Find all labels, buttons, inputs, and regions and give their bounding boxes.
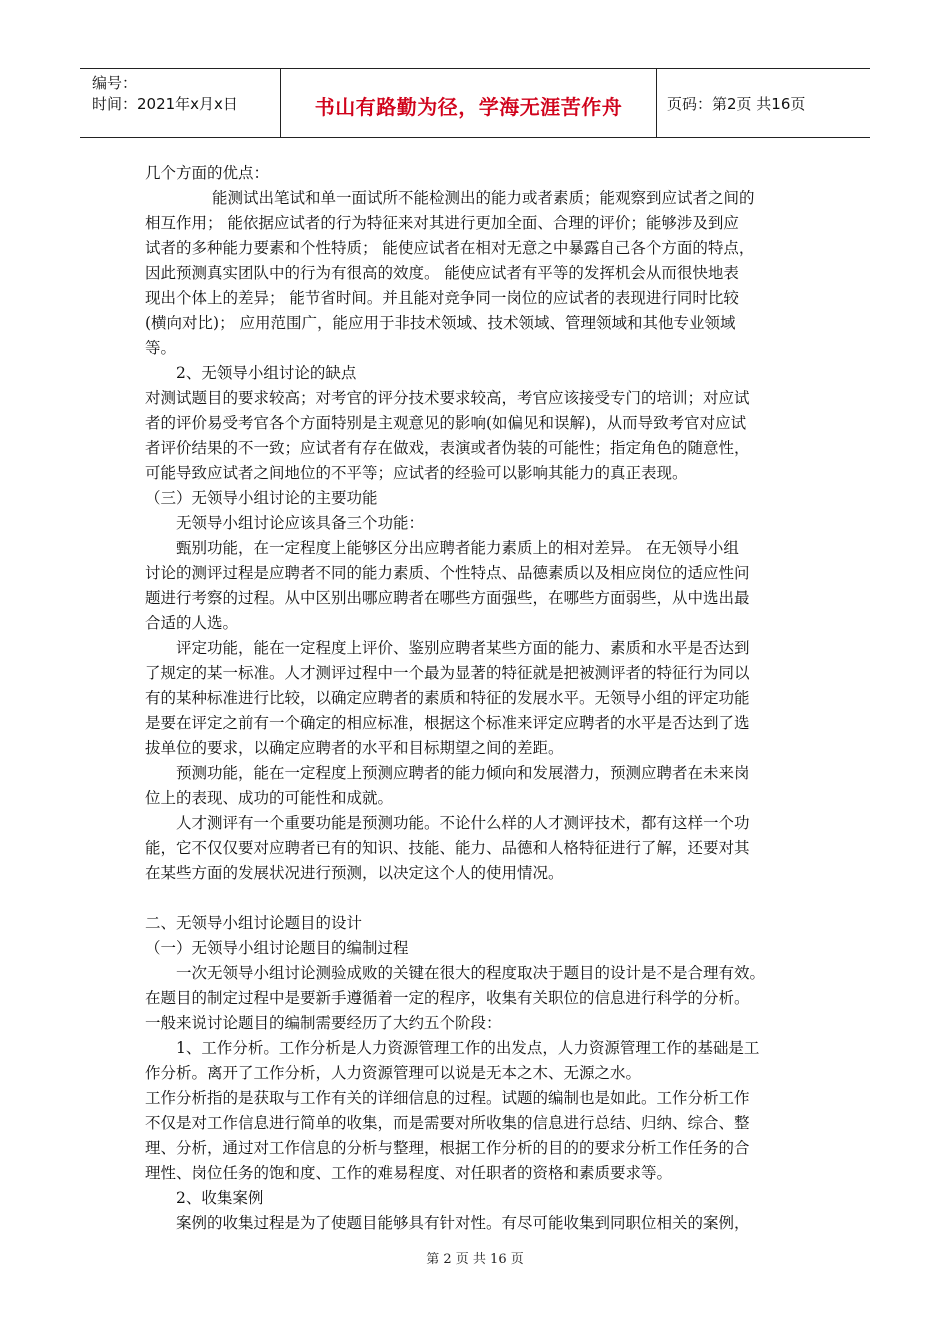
page-footer: 第 2 页 共 16 页 — [426, 1252, 524, 1267]
text-line: 者评价结果的不一致；应试者有存在做戏，表演或者伪装的可能性；指定角色的随意性， — [145, 439, 750, 457]
document-code-label: 编号： — [92, 74, 138, 92]
text-line: 在某些方面的发展状况进行预测，以决定这个人的使用情况。 — [145, 864, 564, 882]
text-line: 现出个体上的差异； 能节省时间。并且能对竞争同一岗位的应试者的表现进行同时比较 — [145, 289, 739, 307]
text-line: 理性、岗位任务的饱和度、工作的难易程度、对任职者的资格和素质要求等。 — [145, 1164, 673, 1182]
text-line: 位上的表现、成功的可能性和成就。 — [145, 789, 394, 807]
text-line: 合适的人选。 — [145, 614, 239, 632]
text-line: 几个方面的优点： — [145, 164, 270, 182]
header-meta-cell — [80, 69, 281, 137]
text-line: 能，它不仅仅要对应聘者已有的知识、技能、能力、品德和人格特征进行了解，还要对其 — [145, 839, 750, 857]
text-line: 人才测评有一个重要功能是预测功能。不论什么样的人才测评技术，都有这样一个功 — [176, 814, 750, 832]
text-line: 者的评价易受考官各个方面特别是主观意见的影响(如偏见和误解)，从而导致考官对应试 — [145, 414, 747, 432]
section-heading: （一）无领导小组讨论题目的编制过程 — [145, 939, 409, 957]
section-heading: 2、无领导小组讨论的缺点 — [176, 364, 357, 382]
text-line: 拔单位的要求，以确定应聘者的水平和目标期望之间的差距。 — [145, 739, 564, 757]
text-line: 相互作用； 能依据应试者的行为特征来对其进行更加全面、合理的评价；能够涉及到应 — [145, 214, 739, 232]
text-line: 能测试出笔试和单一面试所不能检测出的能力或者素质；能观察到应试者之间的 — [212, 189, 755, 207]
page-header — [80, 68, 870, 138]
text-line: 甄别功能，在一定程度上能够区分出应聘者能力素质上的相对差异。 在无领导小组 — [176, 539, 739, 557]
header-motto-cell — [281, 69, 657, 137]
text-line: 工作分析指的是获取与工作有关的详细信息的过程。试题的编制也是如此。工作分析工作 — [145, 1089, 750, 1107]
header-page-cell — [657, 69, 870, 137]
section-heading: （三）无领导小组讨论的主要功能 — [145, 489, 378, 507]
text-line: 一般来说讨论题目的编制需要经历了大约五个阶段： — [145, 1014, 502, 1032]
text-line: 评定功能，能在一定程度上评价、鉴别应聘者某些方面的能力、素质和水平是否达到 — [176, 639, 750, 657]
text-line: 等。 — [145, 339, 177, 357]
text-line: 预测功能，能在一定程度上预测应聘者的能力倾向和发展潜力，预测应聘者在未来岗 — [176, 764, 750, 782]
text-line: 因此预测真实团队中的行为有很高的效度。 能使应试者有平等的发挥机会从而很快地表 — [145, 264, 739, 282]
text-line: 不仅是对工作信息进行简单的收集，而是需要对所收集的信息进行总结、归纳、综合、整 — [145, 1114, 750, 1132]
text-line: 1、工作分析。工作分析是人力资源管理工作的出发点，人力资源管理工作的基础是工 — [176, 1039, 760, 1057]
document-time-label: 时间：2021年x月x日 — [92, 95, 238, 113]
text-line: 在题目的制定过程中是要新手遵循着一定的程序，收集有关职位的信息进行科学的分析。 — [145, 989, 750, 1007]
text-line: 讨论的测评过程是应聘者不同的能力素质、个性特点、品德素质以及相应岗位的适应性问 — [145, 564, 750, 582]
section-heading: 二、无领导小组讨论题目的设计 — [145, 914, 363, 932]
text-line: 了规定的某一标准。人才测评过程中一个最为显著的特征就是把被测评者的特征行为同以 — [145, 664, 750, 682]
text-line: 可能导致应试者之间地位的不平等；应试者的经验可以影响其能力的真正表现。 — [145, 464, 688, 482]
section-heading: 2、收集案例 — [176, 1189, 264, 1207]
text-line: 无领导小组讨论应该具备三个功能： — [176, 514, 425, 532]
text-line: 是要在评定之前有一个确定的相应标准，根据这个标准来评定应聘者的水平是否达到了选 — [145, 714, 750, 732]
text-line: 有的某种标准进行比较，以确定应聘者的素质和特征的发展水平。无领导小组的评定功能 — [145, 689, 750, 707]
text-line: 理、分析，通过对工作信息的分析与整理，根据工作分析的目的的要求分析工作任务的合 — [145, 1139, 750, 1157]
text-line: 对测试题目的要求较高；对考官的评分技术要求较高，考官应该接受专门的培训；对应试 — [145, 389, 750, 407]
text-line: 作分析。离开了工作分析，人力资源管理可以说是无本之木、无源之水。 — [145, 1064, 642, 1082]
header-motto: 书山有路勤为径，学海无涯苦作舟 — [314, 95, 623, 119]
header-page-info: 页码：第2页 共16页 — [667, 95, 806, 113]
text-line: 一次无领导小组讨论测验成败的关键在很大的程度取决于题目的设计是不是合理有效。 — [176, 964, 766, 982]
text-line: 试者的多种能力要素和个性特质； 能使应试者在相对无意之中暴露自己各个方面的特点， — [145, 239, 755, 257]
text-line: (横向对比)； 应用范围广，能应用于非技术领域、技术领域、管理领域和其他专业领域 — [145, 314, 736, 332]
text-line: 案例的收集过程是为了使题目能够具有针对性。有尽可能收集到同职位相关的案例， — [176, 1214, 750, 1232]
text-line: 题进行考察的过程。从中区别出哪应聘者在哪些方面强些，在哪些方面弱些，从中选出最 — [145, 589, 750, 607]
